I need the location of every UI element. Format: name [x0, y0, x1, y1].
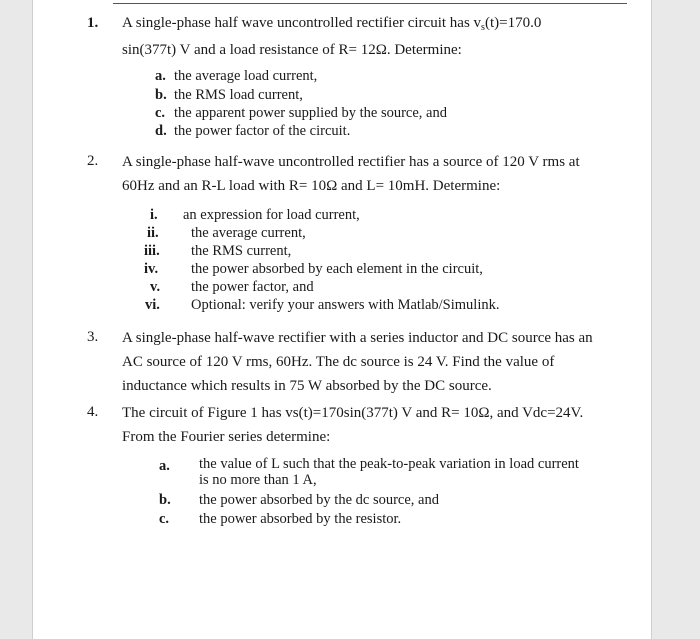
list-item [33, 224, 651, 242]
item-label: iii. [144, 243, 160, 259]
list-item [33, 122, 651, 140]
item-label: b. [159, 492, 171, 508]
statement-line: A single-phase half-wave rectifier with a series inductor and DC source has an [122, 330, 593, 346]
item-text: the RMS current, [191, 243, 292, 259]
item-text: the power absorbed by the resistor. [199, 511, 402, 527]
problem-statement [122, 12, 617, 61]
list-item [33, 260, 651, 278]
item-label: ii. [147, 225, 159, 241]
problem-number: 3. [87, 329, 99, 345]
statement-line: 60Hz and an R-L load with R= 10Ω and L= 10mH. Determine: [122, 178, 501, 194]
statement-text: (t)=170.0 [484, 15, 542, 31]
item-text [199, 456, 619, 488]
statement-line: sin(377t) V and a load resistance of R= 12Ω. Determine: [122, 42, 462, 58]
list-item [33, 206, 651, 224]
statement-line: From the Fourier series determine: [122, 429, 331, 445]
list-item [33, 104, 651, 122]
item-text: the power absorbed by each element in the circuit, [191, 261, 483, 277]
problem-statement [122, 326, 617, 398]
list-item [33, 86, 651, 104]
item-label: c. [155, 105, 166, 121]
item-label: iv. [144, 261, 159, 277]
item-text: an expression for load current, [183, 207, 360, 223]
problem-number: 1. [87, 15, 99, 31]
item-text-line: the value of L such that the peak-to-peak variation in load current [199, 456, 579, 472]
item-label: v. [150, 279, 161, 295]
problem-number: 2. [87, 153, 99, 169]
list-item [33, 491, 651, 509]
item-text: Optional: verify your answers with Matlab/Simulink. [191, 297, 500, 313]
document-page [32, 0, 652, 639]
subscript: s [481, 22, 485, 33]
top-rule [113, 3, 627, 4]
item-label: a. [159, 458, 170, 474]
statement-line [122, 12, 617, 39]
item-text: the RMS load current, [174, 87, 303, 103]
item-label: b. [155, 87, 167, 103]
item-text: the power factor, and [191, 279, 314, 295]
statement-line: inductance which results in 75 W absorbed by the DC source. [122, 378, 492, 394]
statement-line: A single-phase half-wave uncontrolled rectifier has a source of 120 V rms at [122, 154, 580, 170]
item-text: the power absorbed by the dc source, and [199, 492, 439, 508]
statement-line: AC source of 120 V rms, 60Hz. The dc source is 24 V. Find the value of [122, 354, 555, 370]
item-label: a. [155, 68, 166, 84]
statement-text: A single-phase half wave uncontrolled rectifier circuit has v [122, 15, 482, 31]
item-text: the average current, [191, 225, 306, 241]
item-label: c. [159, 511, 170, 527]
item-label: d. [155, 123, 167, 139]
problem-number: 4. [87, 404, 99, 420]
problem-statement [122, 401, 617, 449]
list-item [33, 455, 651, 491]
list-item [33, 296, 651, 314]
item-label: i. [150, 207, 158, 223]
list-item [33, 510, 651, 528]
list-item [33, 67, 651, 85]
item-label: vi. [145, 297, 160, 313]
item-text: the power factor of the circuit. [174, 123, 351, 139]
problem-statement [122, 150, 617, 198]
list-item [33, 242, 651, 260]
item-text: the apparent power supplied by the source, and [174, 105, 447, 121]
list-item [33, 278, 651, 296]
item-text-line: is no more than 1 A, [199, 472, 317, 488]
item-text: the average load current, [174, 68, 318, 84]
statement-line: The circuit of Figure 1 has vs(t)=170sin(377t) V and R= 10Ω, and Vdc=24V. [122, 405, 584, 421]
